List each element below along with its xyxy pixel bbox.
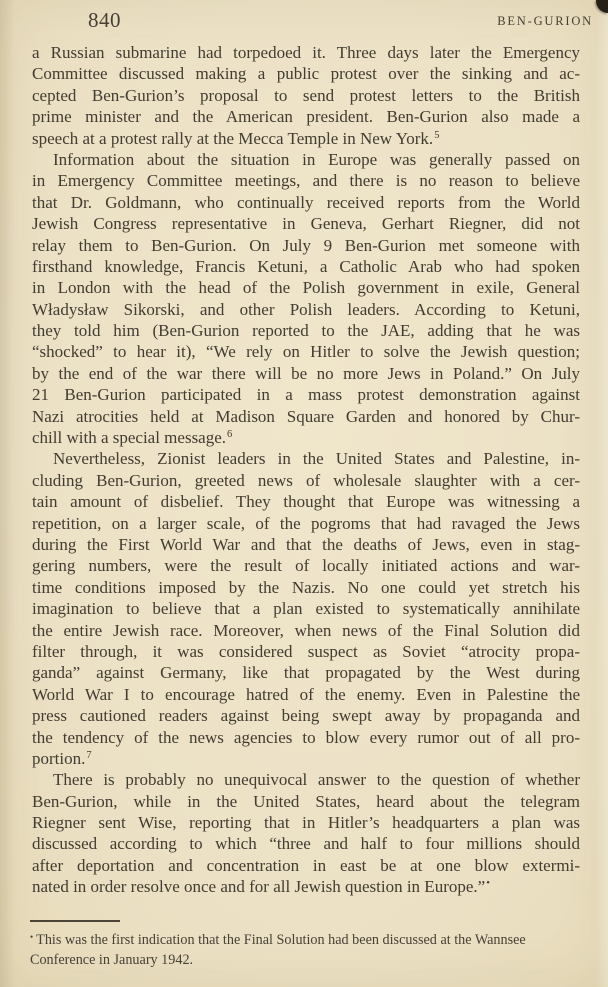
footnote-rule <box>30 920 120 922</box>
text-line: There is probably no unequivocal answer to the question of whether <box>53 770 580 790</box>
footnote-line: Conference in January 1942. <box>30 951 194 968</box>
text-line: the entire Jewish race. Moreover, when news of the Final Solution did <box>32 620 580 640</box>
text-line: Ben-Gurion, while in the United States, heard about the telegram <box>32 791 580 811</box>
footnote-line: • This was the first indication that the Final Solution had been discussed at the Wannsee <box>30 931 526 948</box>
text-line: ganda” against Germany, like that propagated by the West during <box>32 663 580 683</box>
text-line: “shocked” to hear it), “We rely on Hitler to solve the Jewish question; <box>32 342 580 362</box>
footnote-section <box>30 920 578 970</box>
text-line: gering numbers, were the result of locally initiated actions and war- <box>32 556 580 576</box>
text-line: the tendency of the news agencies to blow every rumor out of all pro- <box>32 727 580 747</box>
text-line: after deportation and concentration in east be at one blow extermi- <box>32 855 580 875</box>
running-title: BEN-GURION <box>497 14 593 28</box>
text-line: prime minister and the American president. Ben-Gurion also made a <box>32 107 580 127</box>
text-line: by the end of the war there will be no more Jews in Poland.” On July <box>32 363 580 383</box>
text-line: in London with the head of the Polish government in exile, General <box>32 278 580 298</box>
footnote-reference: 5 <box>434 129 440 141</box>
text-line: a Russian submarine had torpedoed it. Three days later the Emergency <box>32 43 580 62</box>
text-line: Riegner sent Wise, reporting that in Hitler’s headquarters a plan was <box>32 813 580 833</box>
text-line: discussed according to which “three and half to four millions should <box>32 834 580 854</box>
text-line: 21 Ben-Gurion participated in a mass protest demonstration against <box>32 385 580 405</box>
text-line: Information about the situation in Europe was generally passed on <box>53 149 580 169</box>
footnote-reference: 6 <box>227 429 233 441</box>
text-line: relay them to Ben-Gurion. On July 9 Ben-Gurion met someone with <box>32 235 580 255</box>
text-line: Władysław Sikorski, and other Polish leaders. According to Ketuni, <box>32 299 580 319</box>
text-line: during the First World War and that the deaths of Jews, even in stag- <box>32 534 580 554</box>
text-line: cepted Ben-Gurion’s proposal to send protest letters to the British <box>32 85 580 105</box>
text-line: filter through, it was considered suspect as Soviet “atrocity propa- <box>32 641 580 661</box>
text-line: Nevertheless, Zionist leaders in the United States and Palestine, in- <box>53 449 580 469</box>
text-line: in Emergency Committee meetings, and there is no reason to believe <box>32 171 580 191</box>
footnote-reference: 7 <box>86 749 92 761</box>
text-line: chill with a special message.$^6$ <box>32 428 233 448</box>
text-line: nated in order resolve once and for all Jewish question in Europe.”• <box>32 877 490 897</box>
footnote-text <box>30 930 578 970</box>
text-line: tain amount of disbelief. They thought that Europe was witnessing a <box>32 492 580 512</box>
text-line: World War I to encourage hatred of the enemy. Even in Palestine the <box>32 684 580 704</box>
text-line: they told him (Ben-Gurion reported to the JAE, adding that he was <box>32 321 580 341</box>
text-line: that Dr. Goldmann, who continually received reports from the World <box>32 192 580 212</box>
footnote-reference: • <box>486 878 490 890</box>
text-line: portion.$^7$ <box>32 748 92 768</box>
text-line: repetition, on a larger scale, of the pogroms that had ravaged the Jews <box>32 513 580 533</box>
text-line: Jewish Congress representative in Geneva, Gerhart Riegner, did not <box>32 214 580 234</box>
text-line: Committee discussed making a public protest over the sinking and ac- <box>32 64 580 84</box>
text-line: speech at a protest rally at the Mecca Temple in New York.$^5$ <box>32 128 440 148</box>
text-line: press cautioned readers against being swept away by propaganda and <box>32 706 580 726</box>
footnote-marker: • <box>30 931 34 942</box>
text-line: cluding Ben-Gurion, greeted news of wholesale slaughter with a cer- <box>32 470 580 490</box>
text-line: imagination to believe that a plan existed to systematically annihilate <box>32 599 580 619</box>
text-line: firsthand knowledge, Francis Ketuni, a Catholic Arab who had spoken <box>32 256 580 276</box>
text-line: time conditions imposed by the Nazis. No one could yet stretch his <box>32 577 580 597</box>
page-number: 840 <box>88 8 121 32</box>
page-body <box>32 42 580 898</box>
text-line: Nazi atrocities held at Madison Square Garden and honored by Chur- <box>32 406 580 426</box>
page-header <box>0 8 608 34</box>
